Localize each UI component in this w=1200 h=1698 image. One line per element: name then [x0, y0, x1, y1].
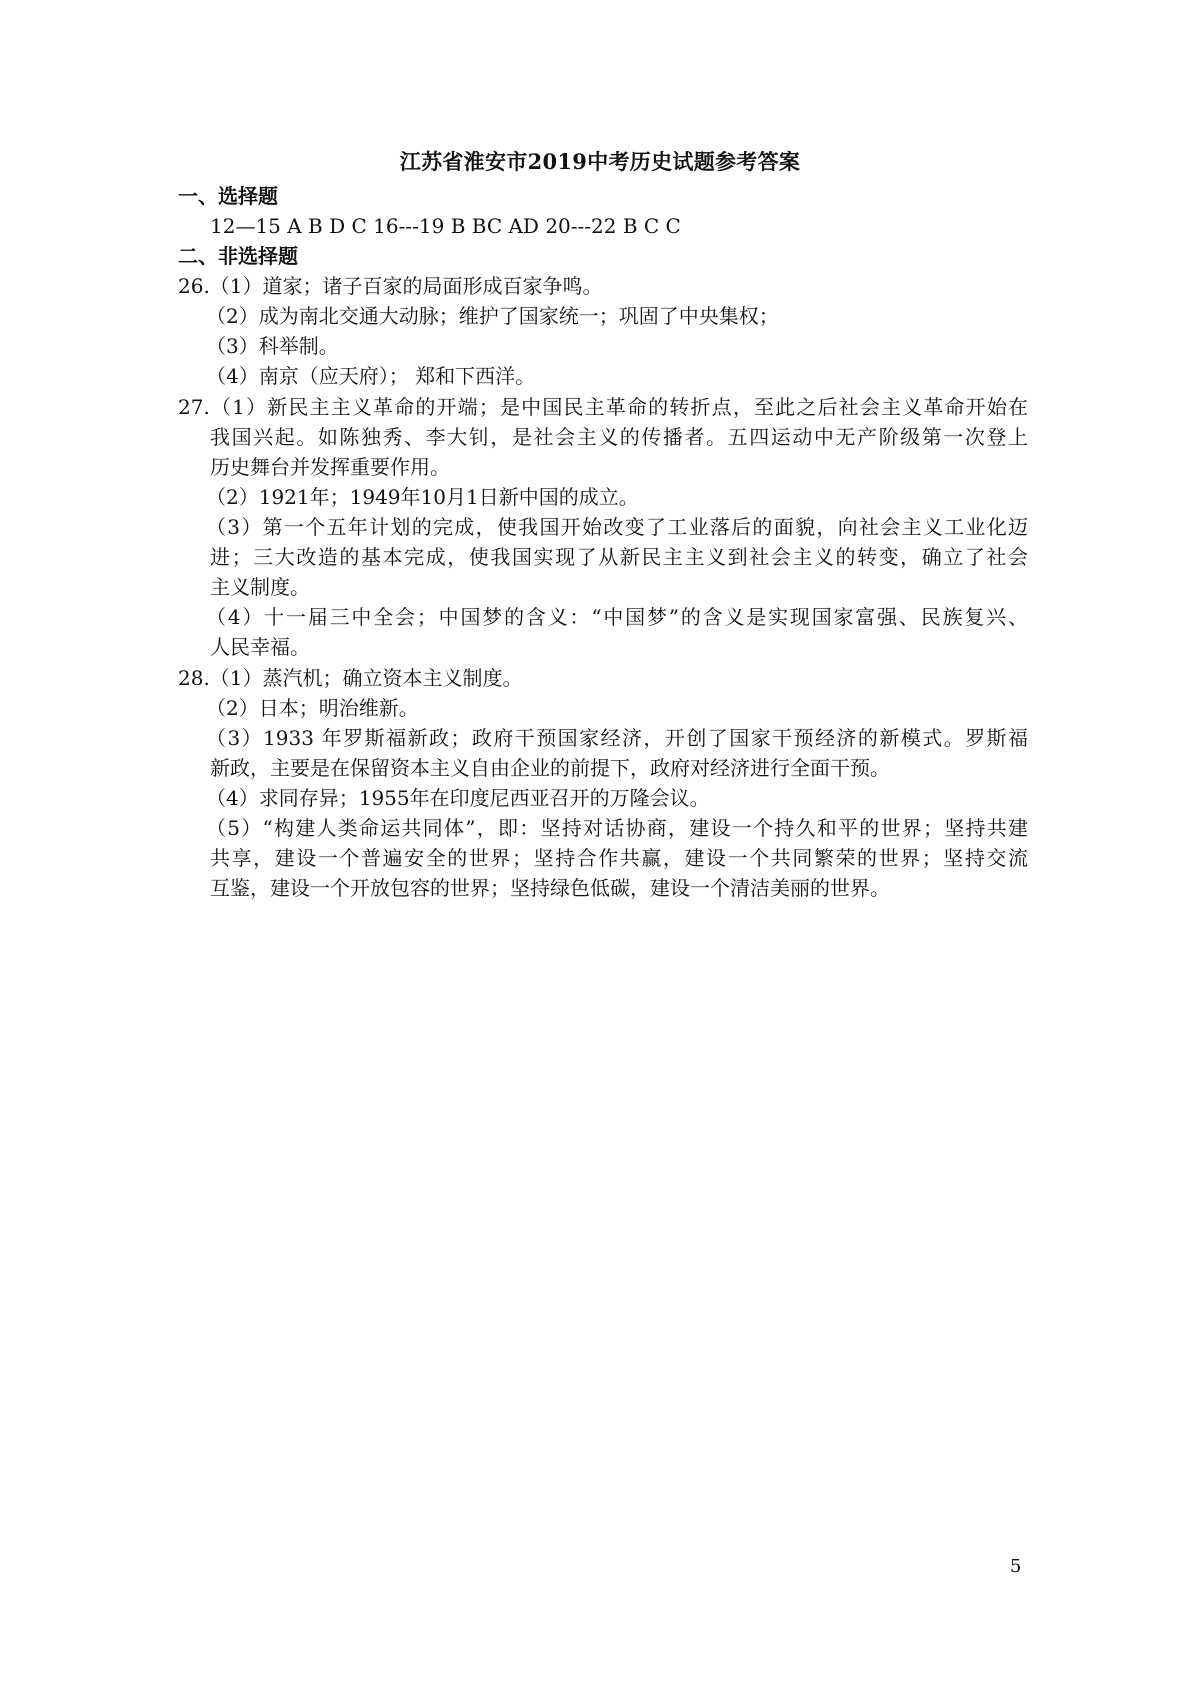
q27-part3-line2: 进；三大改造的基本完成，使我国实现了从新民主主义到社会主义的转变，确立了社会	[210, 545, 1028, 569]
page-number: 5	[1010, 1556, 1022, 1577]
q27-part1-line2: 我国兴起。如陈独秀、李大钊，是社会主义的传播者。五四运动中无产阶级第一次登上	[210, 425, 1028, 449]
q27-part3-line3: 主义制度。	[210, 575, 310, 599]
q28-part4: （4）求同存异；1955年在印度尼西亚召开的万隆会议。	[206, 786, 710, 810]
q27-part4-line1: （4）十一届三中全会；中国梦的含义：“中国梦”的含义是实现国家富强、民族复兴、	[206, 605, 1028, 629]
document-title: 江苏省淮安市2019中考历史试题参考答案	[399, 149, 801, 174]
q26-part4: （4）南京（应天府）； 郑和下西洋。	[206, 364, 536, 388]
q28-part3-line2: 新政，主要是在保留资本主义自由企业的前提下，政府对经济进行全面干预。	[210, 756, 890, 780]
q27-part2: （2）1921年；1949年10月1日新中国的成立。	[206, 485, 639, 509]
q26-part1: 26.（1）道家；诸子百家的局面形成百家争鸣。	[178, 274, 603, 298]
q28-part3-line1: （3）1933 年罗斯福新政；政府干预国家经济，开创了国家干预经济的新模式。罗斯福	[206, 726, 1028, 750]
q27-part1-line3: 历史舞台并发挥重要作用。	[210, 455, 450, 479]
q28-part5-line1: （5）“构建人类命运共同体”，即：坚持对话协商，建设一个持久和平的世界；坚持共建	[206, 816, 1028, 840]
section-heading-nonchoice: 二、非选择题	[178, 244, 298, 268]
section-heading-choice: 一、选择题	[178, 184, 278, 208]
q26-part2: （2）成为南北交通大动脉；维护了国家统一；巩固了中央集权；	[206, 304, 779, 328]
q28-part2: （2）日本；明治维新。	[206, 696, 419, 720]
q26-part3: （3）科举制。	[206, 334, 339, 358]
q28-part5-line2: 共享，建设一个普遍安全的世界；坚持合作共赢，建设一个共同繁荣的世界；坚持交流	[210, 846, 1028, 870]
q28-part5-line3: 互鉴，建设一个开放包容的世界；坚持绿色低碳，建设一个清洁美丽的世界。	[210, 876, 890, 900]
q28-part1: 28.（1）蒸汽机；确立资本主义制度。	[178, 666, 523, 690]
q27-part3-line1: （3）第一个五年计划的完成，使我国开始改变了工业落后的面貌，向社会主义工业化迈	[206, 515, 1028, 539]
q27-part4-line2: 人民幸福。	[210, 635, 310, 659]
choice-answers	[210, 211, 681, 241]
choice-answers-text: 12—15 A B D C 16---19 B BC AD 20---22 B C C	[210, 214, 681, 238]
q27-part1-line1: 27.（1）新民主主义革命的开端；是中国民主革命的转折点，至此之后社会主义革命开始在	[178, 395, 1028, 419]
